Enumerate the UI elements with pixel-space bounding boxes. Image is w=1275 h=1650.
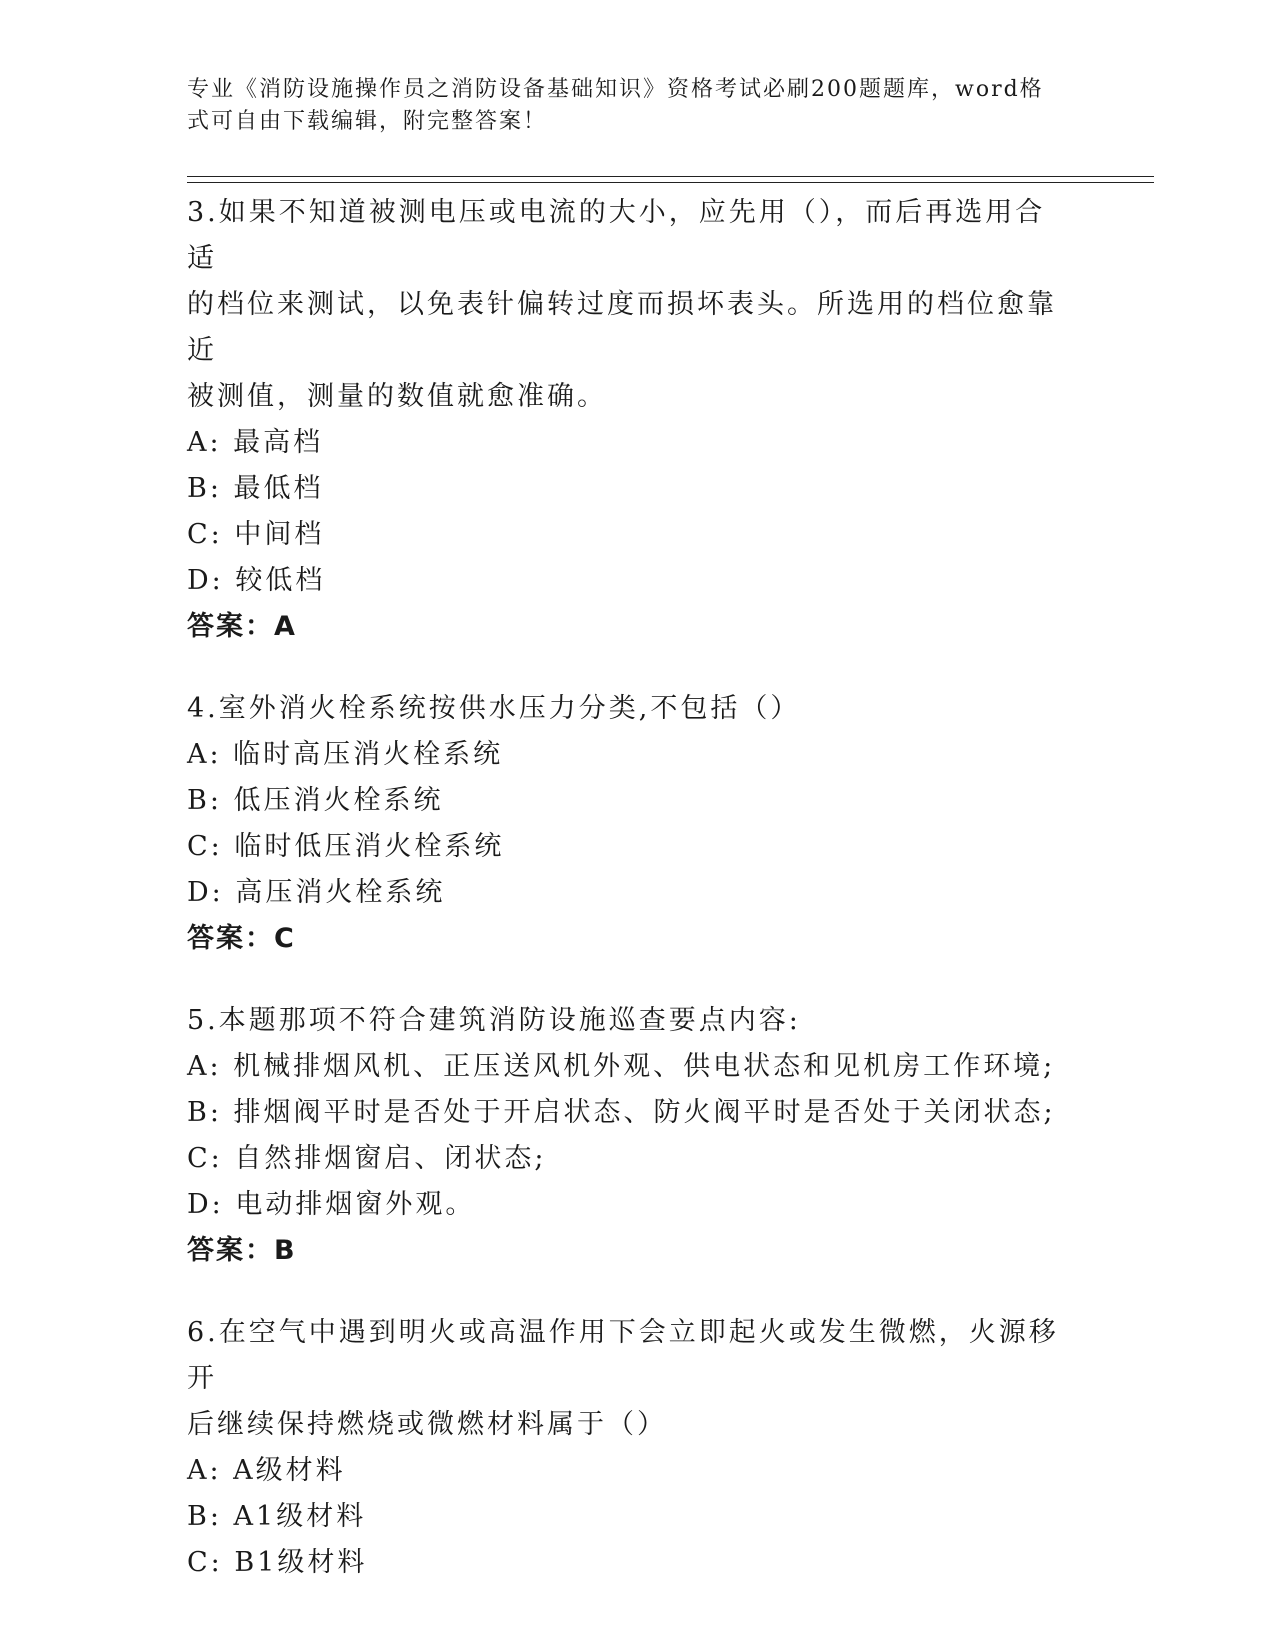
answer-label: 答案：C xyxy=(187,923,296,954)
header-line-2: 式可自由下载编辑，附完整答案！ xyxy=(187,109,548,134)
stem-line: 被测值，测量的数值就愈准确。 xyxy=(187,381,607,412)
option-b: B: 低压消火栓系统 xyxy=(187,785,444,816)
option-d: D: 电动排烟窗外观。 xyxy=(187,1189,476,1220)
option-c: C: B1级材料 xyxy=(187,1547,368,1578)
header-divider-top xyxy=(187,176,1154,177)
stem-line: 5.本题那项不符合建筑消防设施巡查要点内容: xyxy=(187,1005,801,1036)
option-a: A: 机械排烟风机、正压送风机外观、供电状态和见机房工作环境; xyxy=(187,1051,1056,1082)
option-c: C: 自然排烟窗启、闭状态; xyxy=(187,1143,547,1174)
question-list xyxy=(187,190,1067,1622)
question-stem xyxy=(187,998,1067,1044)
option-a: A: 临时高压消火栓系统 xyxy=(187,739,504,770)
document-header xyxy=(187,74,1067,138)
option-d: D: 较低档 xyxy=(187,565,326,596)
question-stem xyxy=(187,190,1067,420)
question-3 xyxy=(187,190,1067,650)
option-a: A: A级材料 xyxy=(187,1455,346,1486)
option-b: B: A1级材料 xyxy=(187,1501,367,1532)
question-6 xyxy=(187,1310,1067,1586)
header-line-1: 专业《消防设施操作员之消防设备基础知识》资格考试必刷200题题库，word格 xyxy=(187,77,1044,102)
answer-label: 答案：A xyxy=(187,611,297,642)
header-divider-bottom xyxy=(187,182,1154,183)
option-d: D: 高压消火栓系统 xyxy=(187,877,446,908)
stem-line: 后继续保持燃烧或微燃材料属于（） xyxy=(187,1409,667,1440)
option-b: B: 最低档 xyxy=(187,473,324,504)
question-stem xyxy=(187,686,1067,732)
option-c: C: 临时低压消火栓系统 xyxy=(187,831,505,862)
question-5 xyxy=(187,998,1067,1274)
question-stem xyxy=(187,1310,1067,1448)
option-b: B: 排烟阀平时是否处于开启状态、防火阀平时是否处于关闭状态; xyxy=(187,1097,1056,1128)
option-a: A: 最高档 xyxy=(187,427,324,458)
answer-label: 答案：B xyxy=(187,1235,297,1266)
stem-line: 的档位来测试，以免表针偏转过度而损坏表头。所选用的档位愈靠近 xyxy=(187,289,1057,366)
question-4 xyxy=(187,686,1067,962)
option-c: C: 中间档 xyxy=(187,519,325,550)
stem-line: 3.如果不知道被测电压或电流的大小，应先用（），而后再选用合适 xyxy=(187,197,1046,274)
stem-line: 4.室外消火栓系统按供水压力分类,不包括（） xyxy=(187,693,801,724)
stem-line: 6.在空气中遇到明火或高温作用下会立即起火或发生微燃，火源移开 xyxy=(187,1317,1059,1394)
